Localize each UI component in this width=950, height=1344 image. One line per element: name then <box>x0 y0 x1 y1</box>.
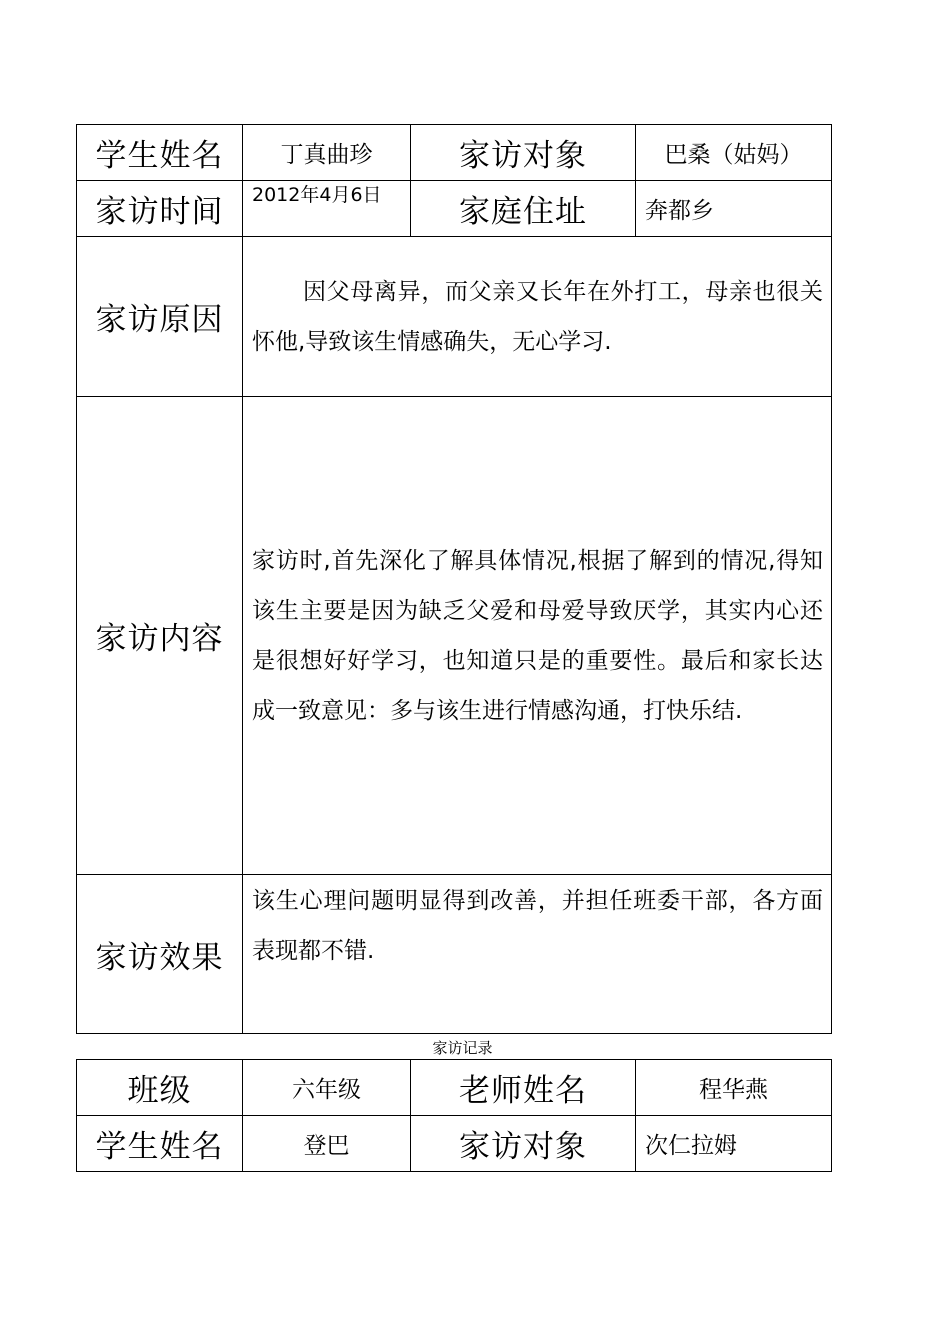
class-teacher-row <box>77 1060 832 1116</box>
effect-row <box>77 875 832 1034</box>
visit-reason-label: 家访原因 <box>77 237 243 397</box>
visit-effect-text: 该生心理问题明显得到改善，并担任班委干部，各方面表现都不错. <box>243 875 832 1034</box>
student-name-value: 丁真曲珍 <box>243 125 411 181</box>
time-address-row <box>77 181 832 237</box>
visit-target-value-2: 次仁拉姆 <box>636 1116 832 1172</box>
visit-content-label: 家访内容 <box>77 397 243 875</box>
visit-target-value: 巴桑（姑妈） <box>636 125 832 181</box>
teacher-name-label: 老师姓名 <box>411 1060 636 1116</box>
teacher-name-value: 程华燕 <box>636 1060 832 1116</box>
student-target-row <box>77 1116 832 1172</box>
visit-content-text: 家访时,首先深化了解具体情况,根据了解到的情况,得知该生主要是因为缺乏父爱和母爱导致厌学，其实内心还是很想好好学习，也知道只是的重要性。最后和家长达成一致意见：多与该生进行情感沟通，打快乐结. <box>243 397 832 875</box>
home-visit-table-1 <box>76 124 832 1034</box>
visit-time-label: 家访时间 <box>77 181 243 237</box>
visit-target-label-2: 家访对象 <box>411 1116 636 1172</box>
student-name-label: 学生姓名 <box>77 125 243 181</box>
visit-effect-label: 家访效果 <box>77 875 243 1034</box>
home-visit-table-2 <box>76 1059 832 1172</box>
home-address-value: 奔都乡 <box>636 181 832 237</box>
home-address-label: 家庭住址 <box>411 181 636 237</box>
student-name-label-2: 学生姓名 <box>77 1116 243 1172</box>
student-row <box>77 125 832 181</box>
content-row <box>77 397 832 875</box>
reason-row <box>77 237 832 397</box>
visit-time-value: 2012年4月6日 <box>243 181 411 237</box>
class-value: 六年级 <box>243 1060 411 1116</box>
student-name-value-2: 登巴 <box>243 1116 411 1172</box>
class-label: 班级 <box>77 1060 243 1116</box>
visit-target-label: 家访对象 <box>411 125 636 181</box>
visit-reason-text: 因父母离异，而父亲又长年在外打工，母亲也很关怀他,导致该生情感确失，无心学习. <box>243 237 832 397</box>
section-title: 家访记录 <box>432 1039 493 1057</box>
